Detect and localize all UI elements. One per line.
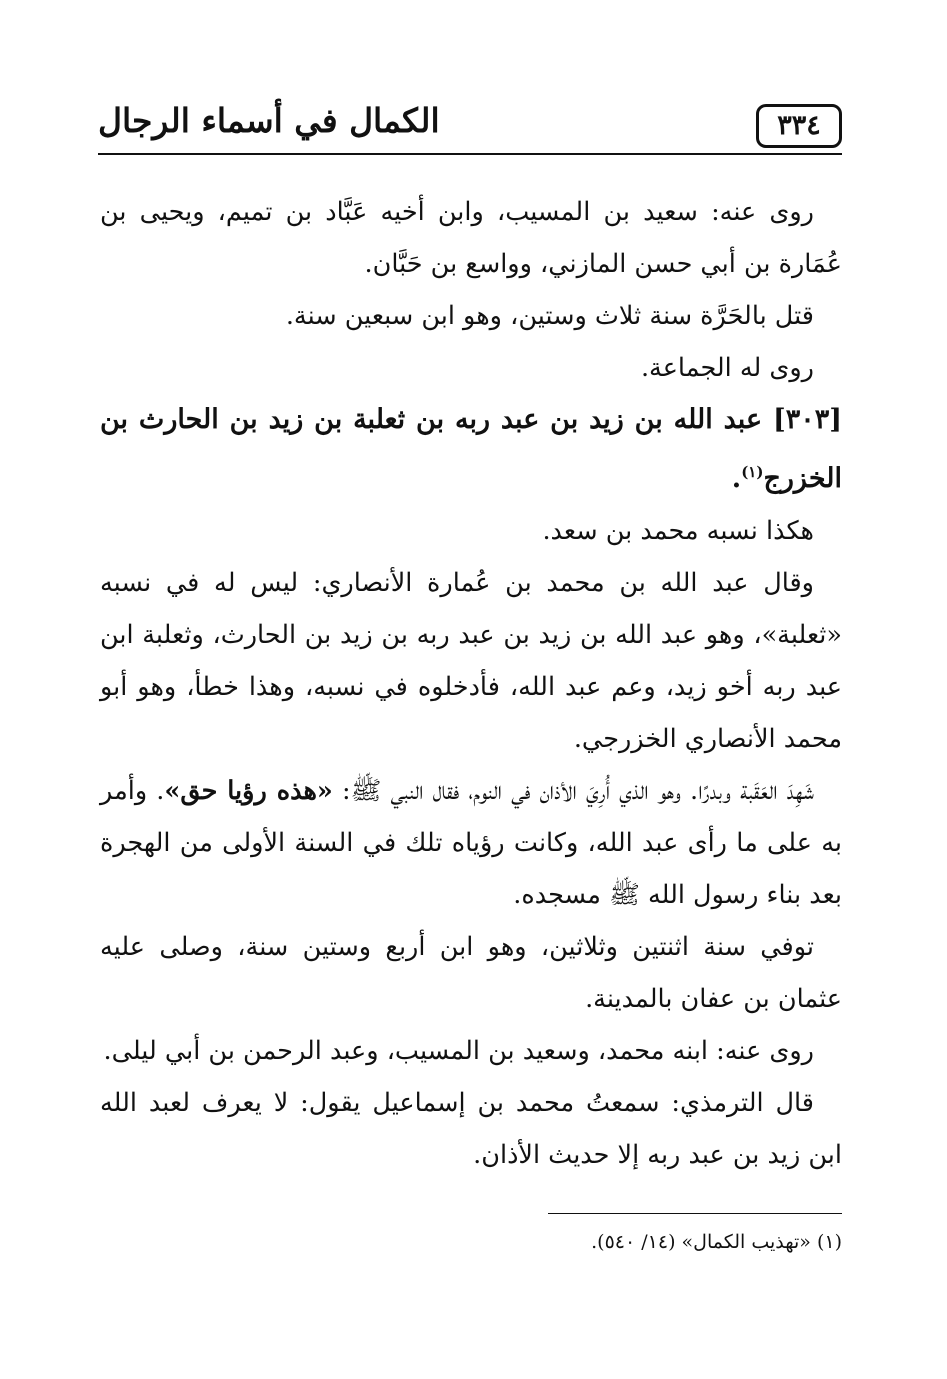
lineage-correction-paragraph: وقال عبد الله بن محمد بن عُمارة الأنصاري: ليس له في نسبه «ثعلبة»، وهو عبد الله بن زيد بن عبد ربه بن زيد بن الحارث، وثعلبة ابن عبد ربه أخو زيد، وعم عبد الله، فأدخلوه في نسبه، وهذا خطأ، وهو أبو محمد الأنصاري الخزرجي. (100, 568, 842, 754)
body-text (100, 186, 842, 1181)
vision-text-before: شَهِدَ العَقَبة وبدرًا. وهو الذي أُرِيَ الأذان في النوم، فقال النبي ﷺ: (332, 776, 814, 806)
entry-number: [٣٠٣] (772, 404, 843, 435)
footnote-reference: (١) (741, 463, 764, 481)
vision-bold-quote: «هذه رؤيا حق» (164, 776, 333, 806)
entry-end: . (731, 463, 742, 494)
footnote: (١) «تهذيب الكمال» (١٤/ ٥٤٠). (591, 1231, 842, 1253)
footnote-divider (548, 1213, 842, 1214)
death-paragraph: قتل بالحَرَّة سنة ثلاث وستين، وهو ابن سبعين سنة. (285, 301, 814, 331)
vision-text-after: . وأمر به على ما رأى عبد الله، وكانت رؤياه تلك في السنة الأولى من الهجرة بعد بناء رسول الله ﷺ مسجده. (100, 776, 842, 910)
narrators-paragraph: روى عنه: سعيد بن المسيب، وابن أخيه عَبَّاد بن تميم، ويحيى بن عُمَارة بن أبي حسن المازني، وواسع بن حَبَّان. (100, 197, 842, 279)
header-divider (98, 153, 842, 155)
adhan-vision-paragraph (100, 765, 842, 921)
death-date-paragraph: توفي سنة اثنتين وثلاثين، وهو ابن أربع وستين سنة، وصلى عليه عثمان بن عفان بالمدينة. (100, 932, 842, 1014)
entry-name: عبد الله بن زيد بن عبد ربه بن ثعلبة بن زيد بن الحارث بن الخزرج (100, 404, 842, 494)
narrated-by-paragraph: روى له الجماعة. (640, 353, 814, 383)
page-header (98, 92, 842, 158)
tirmidhi-paragraph: قال الترمذي: سمعتُ محمد بن إسماعيل يقول: لا يعرف لعبد الله ابن زيد بن عبد ربه إلا حديث الأذان. (100, 1088, 842, 1170)
lineage-source-paragraph: هكذا نسبه محمد بن سعد. (542, 516, 814, 546)
students-paragraph: روى عنه: ابنه محمد، وسعيد بن المسيب، وعبد الرحمن بن أبي ليلى. (103, 1036, 814, 1066)
page-number: ٣٣٤ (756, 104, 842, 148)
entry-heading (100, 394, 842, 505)
book-title: الكمال في أسماء الرجال (98, 101, 440, 140)
